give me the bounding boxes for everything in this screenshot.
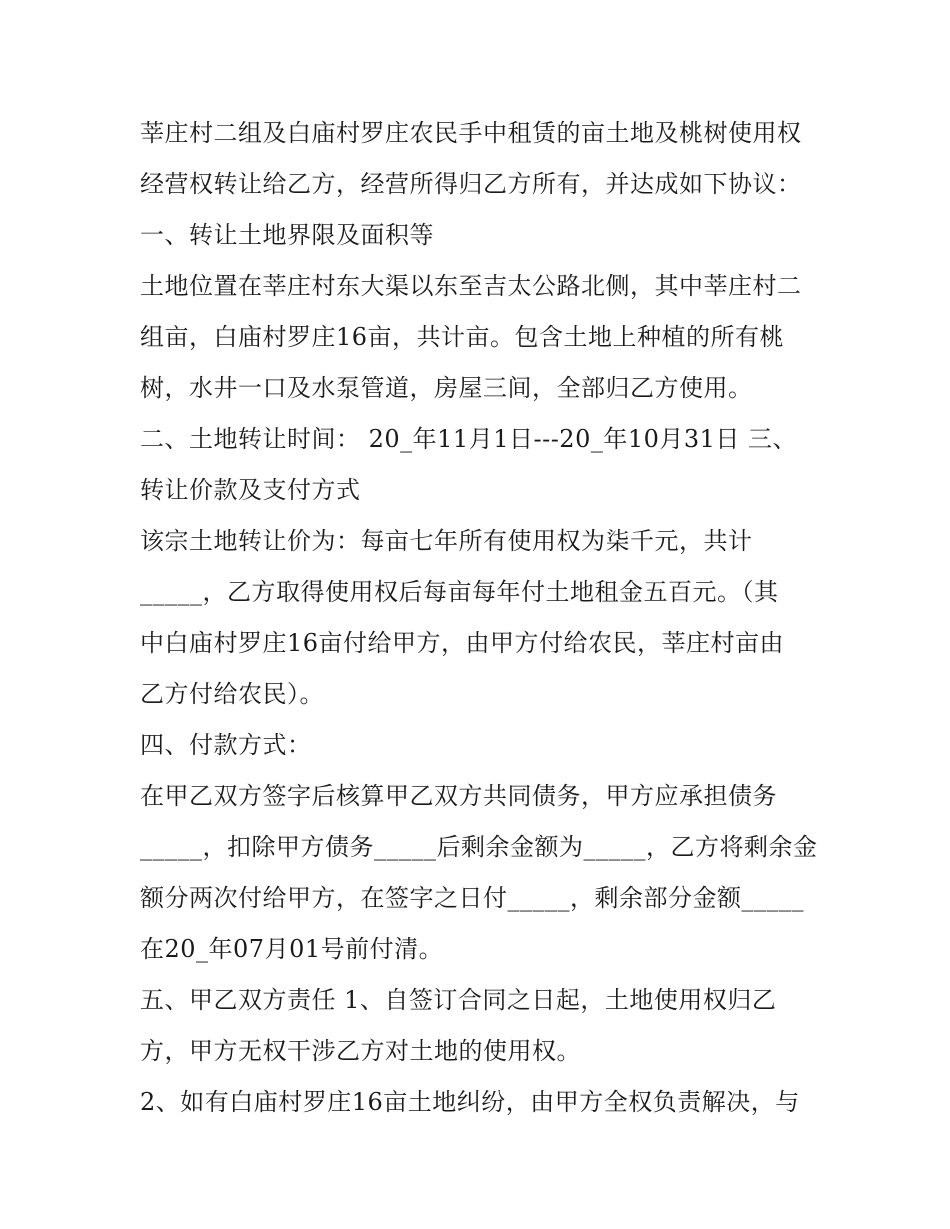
text-line: 方，甲方无权干涉乙方对土地的使用权。 [140,1037,581,1065]
section-heading: 五、甲乙双方责任 1、自签订合同之日起，土地使用权归乙 [140,986,777,1014]
section-heading: 四、付款方式： [140,731,312,759]
document-body [140,108,820,1128]
text-line: 树，水井一口及水泵管道，房屋三间，全部归乙方使用。 [140,374,753,402]
text-line: _____，乙方取得使用权后每亩每年付土地租金五百元。（其 [140,578,779,606]
text-line: 额分两次付给甲方，在签字之日付_____，剩余部分金额_____ [140,884,804,912]
text-line: 莘庄村二组及白庙村罗庄农民手中租赁的亩土地及桃树使用权 [140,119,802,147]
text-line: 该宗土地转让价为：每亩七年所有使用权为柒千元，共计 [140,527,753,555]
text-line: _____，扣除甲方债务_____后剩余金额为_____，乙方将剩余金 [140,833,818,861]
text-line: 2、如有白庙村罗庄16亩土地纠纷，由甲方全权负责解决，与 [140,1088,800,1116]
text-line: 在20_年07月01号前付清。 [140,935,444,963]
section-heading: 一、转让土地界限及面积等 [140,221,434,249]
text-line: 经营权转让给乙方，经营所得归乙方所有，并达成如下协议： [140,170,802,198]
text-line: 组亩，白庙村罗庄16亩，共计亩。包含土地上种植的所有桃 [140,323,785,351]
text-line: 在甲乙双方签字后核算甲乙双方共同债务，甲方应承担债务 [140,782,777,810]
section-heading: 转让价款及支付方式 [140,476,361,504]
text-line: 土地位置在莘庄村东大渠以东至吉太公路北侧，其中莘庄村二 [140,272,802,300]
section-heading: 二、土地转让时间： 20_年11月1日---20_年10月31日 三、 [140,425,798,453]
text-line: 乙方付给农民）。 [140,680,324,708]
text-line: 中白庙村罗庄16亩付给甲方，由甲方付给农民，莘庄村亩由 [140,629,785,657]
